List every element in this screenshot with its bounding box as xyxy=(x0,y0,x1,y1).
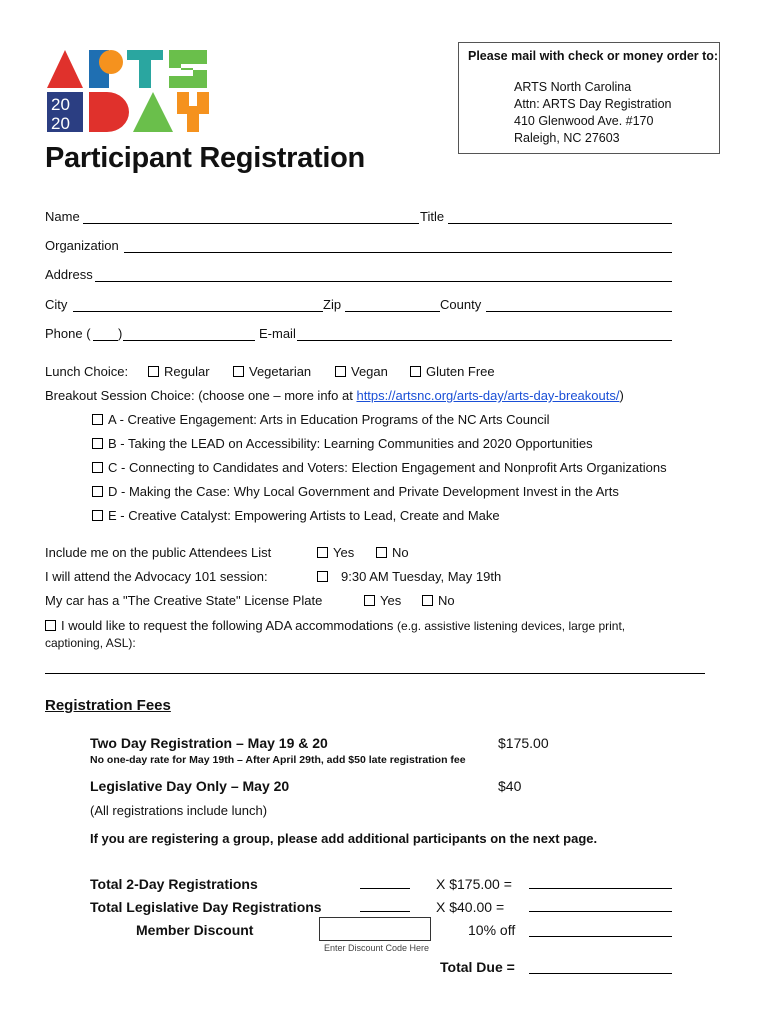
logo-t-bar xyxy=(127,50,163,60)
lunch-option-regular[interactable]: Regular xyxy=(148,364,210,379)
mail-line-attn: Attn: ARTS Day Registration xyxy=(514,97,672,111)
email-field[interactable] xyxy=(297,340,672,341)
mail-line-org: ARTS North Carolina xyxy=(514,80,632,94)
logo-year-top: 20 xyxy=(51,95,70,114)
checkbox-icon[interactable] xyxy=(45,620,56,631)
fees-heading: Registration Fees xyxy=(45,697,171,714)
breakout-option-a[interactable]: A - Creative Engagement: Arts in Education Programs of the NC Arts Council xyxy=(92,412,550,427)
breakout-label: Breakout Session Choice: (choose one – more info at https://artsnc.org/arts-day/arts-day-breakouts/) xyxy=(45,388,624,403)
discount-percent: 10% off xyxy=(468,922,516,938)
plate-label: My car has a "The Creative State" License Plate xyxy=(45,593,323,608)
member-discount-label: Member Discount xyxy=(136,922,254,938)
group-note: If you are registering a group, please add additional participants on the next page. xyxy=(90,831,598,846)
plate-no[interactable]: No xyxy=(422,593,455,608)
total-2day-count-field[interactable] xyxy=(360,888,410,889)
name-field[interactable] xyxy=(83,223,419,224)
logo-t-stem xyxy=(139,60,151,88)
lunch-option-gluten-free[interactable]: Gluten Free xyxy=(410,364,495,379)
title-field[interactable] xyxy=(448,223,672,224)
zip-label: Zip xyxy=(323,297,342,312)
name-label: Name xyxy=(45,209,80,224)
attendees-yes[interactable]: Yes xyxy=(317,545,354,560)
page-title: Participant Registration xyxy=(45,142,365,174)
checkbox-icon[interactable] xyxy=(422,595,433,606)
attendees-label: Include me on the public Attendees List xyxy=(45,545,272,560)
phone-field[interactable] xyxy=(123,340,255,341)
zip-field[interactable] xyxy=(345,311,440,312)
logo-d-shape xyxy=(89,92,129,132)
logo-y-shape xyxy=(177,92,209,132)
checkbox-icon[interactable] xyxy=(317,547,328,558)
total-due-field[interactable] xyxy=(529,973,672,974)
logo-r-bowl xyxy=(99,50,123,74)
mail-line-street: 410 Glenwood Ave. #170 xyxy=(514,114,654,128)
plate-yes[interactable]: Yes xyxy=(364,593,401,608)
total-leg-multiplier: X $40.00 = xyxy=(436,899,505,915)
checkbox-icon[interactable] xyxy=(364,595,375,606)
lunch-option-vegan[interactable]: Vegan xyxy=(335,364,388,379)
address-label: Address xyxy=(45,267,93,282)
city-label: City xyxy=(45,297,68,312)
discount-code-input[interactable] xyxy=(319,917,431,941)
leg-day-label: Legislative Day Only – May 20 xyxy=(90,778,290,794)
email-label: E-mail xyxy=(259,326,296,341)
two-day-note: No one-day rate for May 19th – After April 29th, add $50 late registration fee xyxy=(90,754,466,766)
total-2day-amount-field[interactable] xyxy=(529,888,672,889)
address-field[interactable] xyxy=(95,281,672,282)
checkbox-icon[interactable] xyxy=(92,486,103,497)
advocacy-option[interactable]: 9:30 AM Tuesday, May 19th xyxy=(317,569,501,584)
two-day-price: $175.00 xyxy=(498,735,549,751)
phone-label: Phone ( xyxy=(45,326,91,341)
discount-amount-field[interactable] xyxy=(529,936,672,937)
breakout-option-d[interactable]: D - Making the Case: Why Local Government and Private Development Invest in the Arts xyxy=(92,484,619,499)
total-2day-multiplier: X $175.00 = xyxy=(436,876,512,892)
ada-note-continued: captioning, ASL): xyxy=(45,636,136,650)
total-leg-amount-field[interactable] xyxy=(529,911,672,912)
checkbox-icon[interactable] xyxy=(92,438,103,449)
phone-area-code-field[interactable] xyxy=(93,340,118,341)
total-leg-label: Total Legislative Day Registrations xyxy=(90,899,322,915)
mail-line-city: Raleigh, NC 27603 xyxy=(514,131,620,145)
checkbox-icon[interactable] xyxy=(376,547,387,558)
logo-s-shape xyxy=(169,50,207,88)
title-label: Title xyxy=(420,209,445,224)
checkbox-icon[interactable] xyxy=(317,571,328,582)
mailing-address-box xyxy=(458,42,720,154)
lunch-label: Lunch Choice: xyxy=(45,364,129,379)
breakout-info-link[interactable]: https://artsnc.org/arts-day/arts-day-breakouts/ xyxy=(356,388,620,403)
organization-field[interactable] xyxy=(124,252,672,253)
logo-a-shape xyxy=(47,50,83,88)
checkbox-icon[interactable] xyxy=(92,414,103,425)
ada-field[interactable] xyxy=(45,673,705,674)
city-field[interactable] xyxy=(73,311,323,312)
checkbox-icon[interactable] xyxy=(410,366,421,377)
total-2day-label: Total 2-Day Registrations xyxy=(90,876,258,892)
total-due-label: Total Due = xyxy=(440,959,515,975)
advocacy-label: I will attend the Advocacy 101 session: xyxy=(45,569,268,584)
arts-day-logo xyxy=(45,46,210,134)
total-leg-count-field[interactable] xyxy=(360,911,410,912)
checkbox-icon[interactable] xyxy=(148,366,159,377)
ada-request[interactable]: I would like to request the following ADA accommodations (e.g. assistive listening devices, large print, xyxy=(45,618,625,633)
mail-heading: Please mail with check or money order to: xyxy=(468,49,719,63)
two-day-label: Two Day Registration – May 19 & 20 xyxy=(90,735,328,751)
logo-year-bottom: 20 xyxy=(51,114,70,133)
phone-paren-close: ) xyxy=(118,326,123,341)
breakout-option-b[interactable]: B - Taking the LEAD on Accessibility: Learning Communities and 2020 Opportunities xyxy=(92,436,593,451)
lunch-option-vegetarian[interactable]: Vegetarian xyxy=(233,364,311,379)
lunch-included-note: (All registrations include lunch) xyxy=(90,803,268,818)
discount-code-hint: Enter Discount Code Here xyxy=(324,943,430,953)
checkbox-icon[interactable] xyxy=(92,510,103,521)
breakout-option-e[interactable]: E - Creative Catalyst: Empowering Artists to Lead, Create and Make xyxy=(92,508,500,523)
logo-a2-shape xyxy=(133,92,173,132)
checkbox-icon[interactable] xyxy=(233,366,244,377)
county-label: County xyxy=(440,297,482,312)
organization-label: Organization xyxy=(45,238,119,253)
county-field[interactable] xyxy=(486,311,672,312)
checkbox-icon[interactable] xyxy=(335,366,346,377)
checkbox-icon[interactable] xyxy=(92,462,103,473)
leg-day-price: $40 xyxy=(498,778,522,794)
attendees-no[interactable]: No xyxy=(376,545,409,560)
breakout-option-c[interactable]: C - Connecting to Candidates and Voters: Election Engagement and Nonprofit Arts Organizations xyxy=(92,460,667,475)
